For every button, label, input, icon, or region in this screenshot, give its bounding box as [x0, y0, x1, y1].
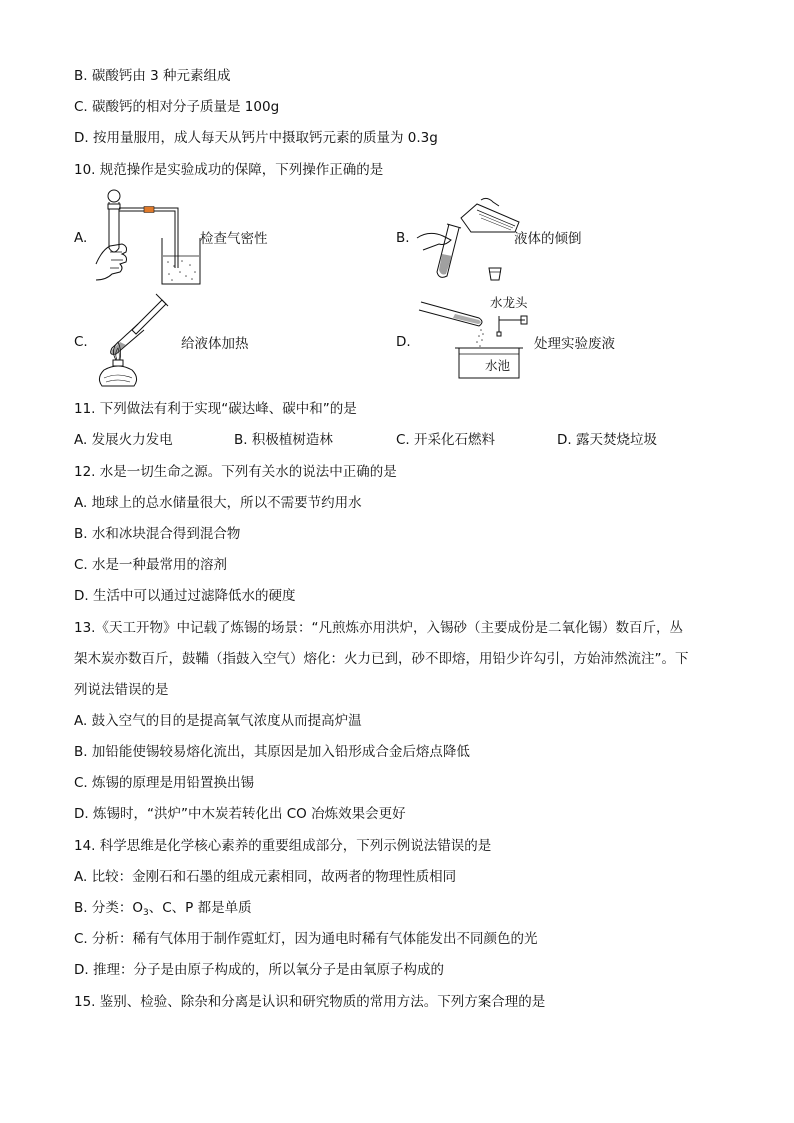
- q11-option-c: C. 开采化石燃料: [396, 432, 496, 448]
- q10-option-c-caption: 给液体加热: [181, 336, 249, 352]
- q9-option-b: B. 碳酸钙由 3 种元素组成: [74, 68, 231, 84]
- q14-option-d: D. 推理：分子是由原子构成的，所以氧分子是由氧原子构成的: [74, 962, 444, 978]
- q14-option-b-suffix: 、C、P 都是单质: [148, 900, 252, 916]
- q13-stem-line-3: 列说法错误的是: [74, 682, 169, 698]
- q12-option-c: C. 水是一种最常用的溶剂: [74, 557, 228, 573]
- q11-option-a: A. 发展火力发电: [74, 432, 173, 448]
- q14-option-b-subscript: 3: [142, 908, 149, 918]
- q13-option-d: D. 炼锡时，“洪炉”中木炭若转化出 CO 冶炼效果会更好: [74, 806, 406, 822]
- q14-option-a: A. 比较：金刚石和石墨的组成元素相同，故两者的物理性质相同: [74, 869, 457, 885]
- q13-option-a: A. 鼓入空气的目的是提高氧气浓度从而提高炉温: [74, 713, 362, 729]
- q10-option-d-letter: D.: [396, 334, 411, 350]
- q14-stem: 14. 科学思维是化学核心素养的重要组成部分，下列示例说法错误的是: [74, 838, 492, 854]
- q13-option-c: C. 炼锡的原理是用铅置换出锡: [74, 775, 255, 791]
- q13-stem-line-1: 13.《天工开物》中记载了炼锡的场景：“凡煎炼亦用洪炉，入锡砂（主要成份是二氧化锡）数百斤，丛: [74, 620, 683, 636]
- q10-option-c-letter: C.: [74, 334, 88, 350]
- q9-option-d: D. 按用量服用，成人每天从钙片中摄取钙元素的质量为 0.3g: [74, 130, 438, 146]
- liquid-heating-figure: [92, 290, 184, 390]
- q10-option-d-tap-label: 水龙头: [490, 295, 528, 310]
- q12-option-a: A. 地球上的总水储量很大，所以不需要节约用水: [74, 495, 362, 511]
- q10-option-a-letter: A.: [74, 230, 88, 246]
- q14-option-b: [74, 899, 252, 922]
- q15-stem: 15. 鉴别、检验、除杂和分离是认识和研究物质的常用方法。下列方案合理的是: [74, 994, 546, 1010]
- q10-option-a-caption: 检查气密性: [200, 231, 268, 247]
- q10-option-d-caption: 处理实验废液: [534, 336, 615, 352]
- q12-option-b: B. 水和冰块混合得到混合物: [74, 526, 241, 542]
- q12-stem: 12. 水是一切生命之源。下列有关水的说法中正确的是: [74, 464, 397, 480]
- q11-option-d: D. 露天焚烧垃圾: [557, 432, 657, 448]
- q13-option-b: B. 加铅能使锡较易熔化流出，其原因是加入铅形成合金后熔点降低: [74, 744, 470, 760]
- q14-option-b-prefix: B. 分类：O: [74, 900, 143, 916]
- q14-option-c: C. 分析：稀有气体用于制作霓虹灯，因为通电时稀有气体能发出不同颜色的光: [74, 931, 538, 947]
- q13-stem-line-2: 架木炭亦数百斤，鼓鞴（指鼓入空气）熔化：火力已到，砂不即熔，用铅少许勾引，方始沛然流注”。下: [74, 651, 689, 667]
- q11-stem: 11. 下列做法有利于实现“碳达峰、碳中和”的是: [74, 401, 357, 417]
- q10-option-b-letter: B.: [396, 230, 410, 246]
- q9-option-c: C. 碳酸钙的相对分子质量是 100g: [74, 99, 280, 115]
- q12-option-d: D. 生活中可以通过过滤降低水的硬度: [74, 588, 296, 604]
- airtightness-check-figure: [92, 186, 202, 290]
- q10-option-b-caption: 液体的倾倒: [514, 231, 582, 247]
- q10-stem: 10. 规范操作是实验成功的保障，下列操作正确的是: [74, 162, 384, 178]
- q10-option-d-sink-label: 水池: [485, 358, 511, 373]
- q11-option-b: B. 积极植树造林: [234, 432, 333, 448]
